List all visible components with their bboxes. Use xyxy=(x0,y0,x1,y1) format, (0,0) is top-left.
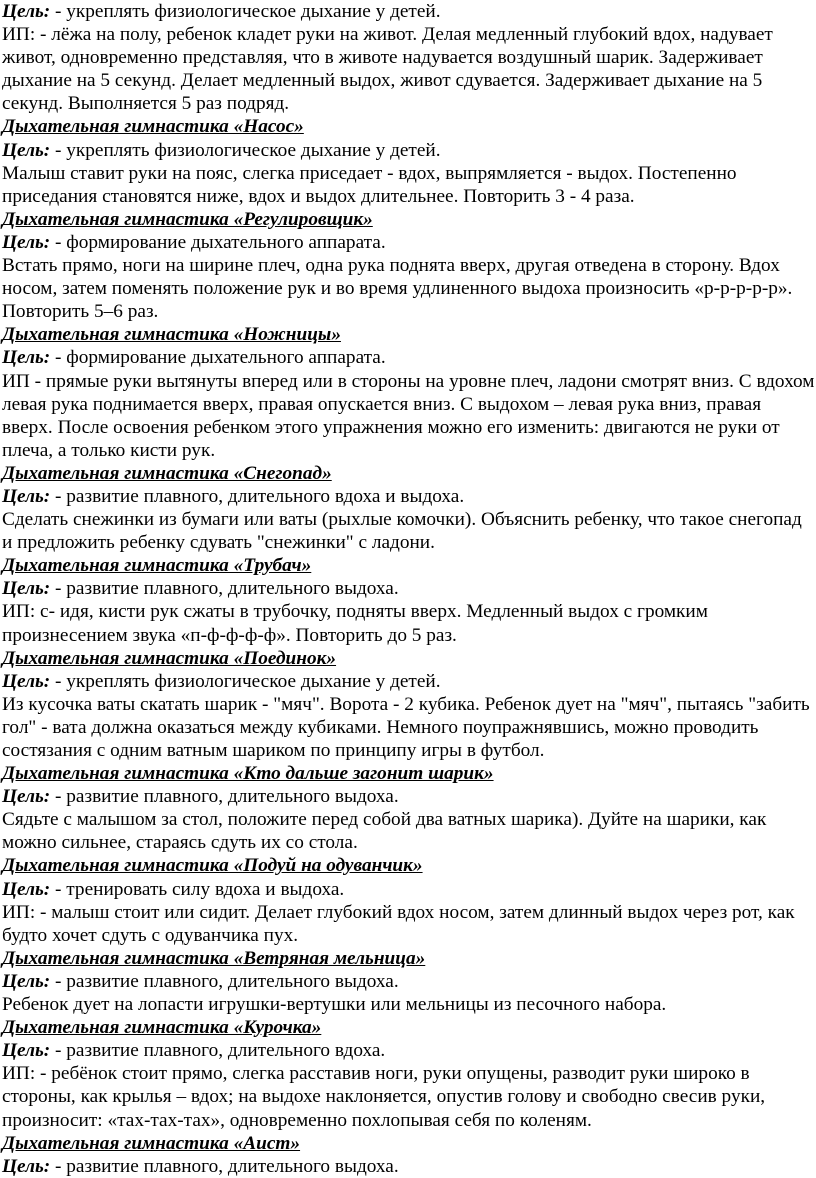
goal-text: - укреплять физиологическое дыхание у детей. xyxy=(50,139,441,161)
goal-label: Цель: xyxy=(2,485,51,507)
exercise-goal xyxy=(2,346,816,369)
exercise-title: Дыхательная гимнастика «Трубач» xyxy=(2,555,312,577)
exercise-title: Дыхательная гимнастика «Подуй на одуванчик» xyxy=(2,855,423,877)
exercise-title: Дыхательная гимнастика «Ветряная мельница» xyxy=(2,947,426,969)
exercise-goal xyxy=(2,878,816,901)
goal-label: Цель: xyxy=(2,670,51,692)
exercise-title: Дыхательная гимнастика «Насос» xyxy=(2,116,304,138)
exercise-text: Встать прямо, ноги на ширине плеч, одна рука поднята вверх, другая отведена в сторону. Вдох носом, затем поменять положение рук и во время удлиненного выдоха произносить «р-р-р-р-р». Повторить 5–6 раз. xyxy=(2,255,793,323)
goal-text: - развитие плавного, длительного выдоха. xyxy=(50,786,399,808)
intro-goal xyxy=(2,0,816,23)
exercise-goal xyxy=(2,970,816,993)
goal-text: - развитие плавного, длительного выдоха. xyxy=(50,1155,399,1177)
exercise-text: Из кусочка ваты скатать шарик - "мяч". Ворота - 2 кубика. Ребенок дует на "мяч", пытаясь "забить гол" - вата должна оказаться между кубиками. Немного поупражнявшись, можно проводить состязания с одним ватным шариком по принципу игры в футбол. xyxy=(2,693,810,761)
exercise-goal xyxy=(2,785,816,808)
goal-text: - тренировать силу вдоха и выдоха. xyxy=(50,878,345,900)
goal-label: Цель: xyxy=(2,1,51,22)
goal-text: - развитие плавного, длительного выдоха. xyxy=(50,578,399,600)
exercise-title: Дыхательная гимнастика «Аист» xyxy=(2,1132,301,1154)
goal-text: - развитие плавного, длительного выдоха. xyxy=(50,970,399,992)
exercise-title: Дыхательная гимнастика «Кто дальше загонит шарик» xyxy=(2,763,494,785)
goal-text: - развитие плавного, длительного вдоха и выдоха. xyxy=(50,485,465,507)
intro-text: ИП: - лёжа на полу, ребенок кладет руки на живот. Делая медленный глубокий вдох, надувает живот, одновременно представляя, что в животе надувается воздушный шарик. Задерживает дыхание на 5 секунд. Делает медленный выдох, живот сдувается. Задерживает дыхание на 5 секунд. Выполняется 5 раз подряд. xyxy=(2,24,773,115)
exercise-title: Дыхательная гимнастика «Регулировщик» xyxy=(2,208,373,230)
exercise-title: Дыхательная гимнастика «Поединок» xyxy=(2,647,337,669)
exercise-text: ИП: - ребёнок стоит прямо, слегка расставив ноги, руки опущены, разводит руки широко в стороны, как крылья – вдох; на выдохе наклоняется, опустив голову и свободно свесив руки, произносит: «тах-тах-тах», одновременно похлопывая себя по коленям. xyxy=(2,1063,766,1131)
exercise-goal xyxy=(2,1155,816,1178)
exercise-goal xyxy=(2,485,816,508)
exercise-text: ИП - прямые руки вытянуты вперед или в стороны на уровне плеч, ладони смотрят вниз. С вдохом левая рука поднимается вверх, правая опускается вниз. С выдохом – левая рука вниз, правая вверх. После освоения ребенком этого упражнения можно его изменить: двигаются не руки от плеча, а только кисти рук. xyxy=(2,370,815,461)
goal-label: Цель: xyxy=(2,347,51,369)
exercise-title: Дыхательная гимнастика «Ножницы» xyxy=(2,324,341,346)
goal-label: Цель: xyxy=(2,970,51,992)
exercise-goal xyxy=(2,577,816,600)
exercise-text: Сделать снежинки из бумаги или ваты (рыхлые комочки). Объяснить ребенку, что такое снегопад и предложить ребенку сдувать "снежинки" с ладони. xyxy=(2,509,802,554)
goal-text: - формирование дыхательного аппарата. xyxy=(50,231,386,253)
goal-label: Цель: xyxy=(2,1155,51,1177)
goal-label: Цель: xyxy=(2,231,51,253)
goal-label: Цель: xyxy=(2,878,51,900)
exercise-goal xyxy=(2,670,816,693)
exercise-goal xyxy=(2,231,816,254)
goal-label: Цель: xyxy=(2,1040,51,1062)
goal-label: Цель: xyxy=(2,786,51,808)
goal-label: Цель: xyxy=(2,139,51,161)
exercise-goal xyxy=(2,139,816,162)
goal-label: Цель: xyxy=(2,578,51,600)
exercise-title: Дыхательная гимнастика «Снегопад» xyxy=(2,462,332,484)
goal-text: - развитие плавного, длительного вдоха. xyxy=(50,1040,386,1062)
goal-text: - формирование дыхательного аппарата. xyxy=(50,347,386,369)
exercise-text: Ребенок дует на лопасти игрушки-вертушки или мельницы из песочного набора. xyxy=(2,994,667,1016)
exercise-text: Малыш ставит руки на пояс, слегка приседает - вдох, выпрямляется - выдох. Постепенно приседания становятся ниже, вдох и выдох длительнее. Повторить 3 - 4 раза. xyxy=(2,162,737,207)
exercise-text: ИП: - малыш стоит или сидит. Делает глубокий вдох носом, затем длинный выдох через рот, как будто хочет сдуть с одуванчика пух. xyxy=(2,901,795,946)
exercise-text: ИП: с- идя, кисти рук сжаты в трубочку, подняты вверх. Медленный выдох с громким произнесением звука «п-ф-ф-ф-ф». Повторить до 5 раз. xyxy=(2,601,708,646)
exercise-goal xyxy=(2,1039,816,1062)
goal-text: - укреплять физиологическое дыхание у детей. xyxy=(50,1,441,22)
exercise-text: Сядьте с малышом за стол, положите перед собой два ватных шарика). Дуйте на шарики, как можно сильнее, стараясь сдуть их со стола. xyxy=(2,809,767,854)
exercise-title: Дыхательная гимнастика «Курочка» xyxy=(2,1017,322,1039)
goal-text: - укреплять физиологическое дыхание у детей. xyxy=(50,670,441,692)
